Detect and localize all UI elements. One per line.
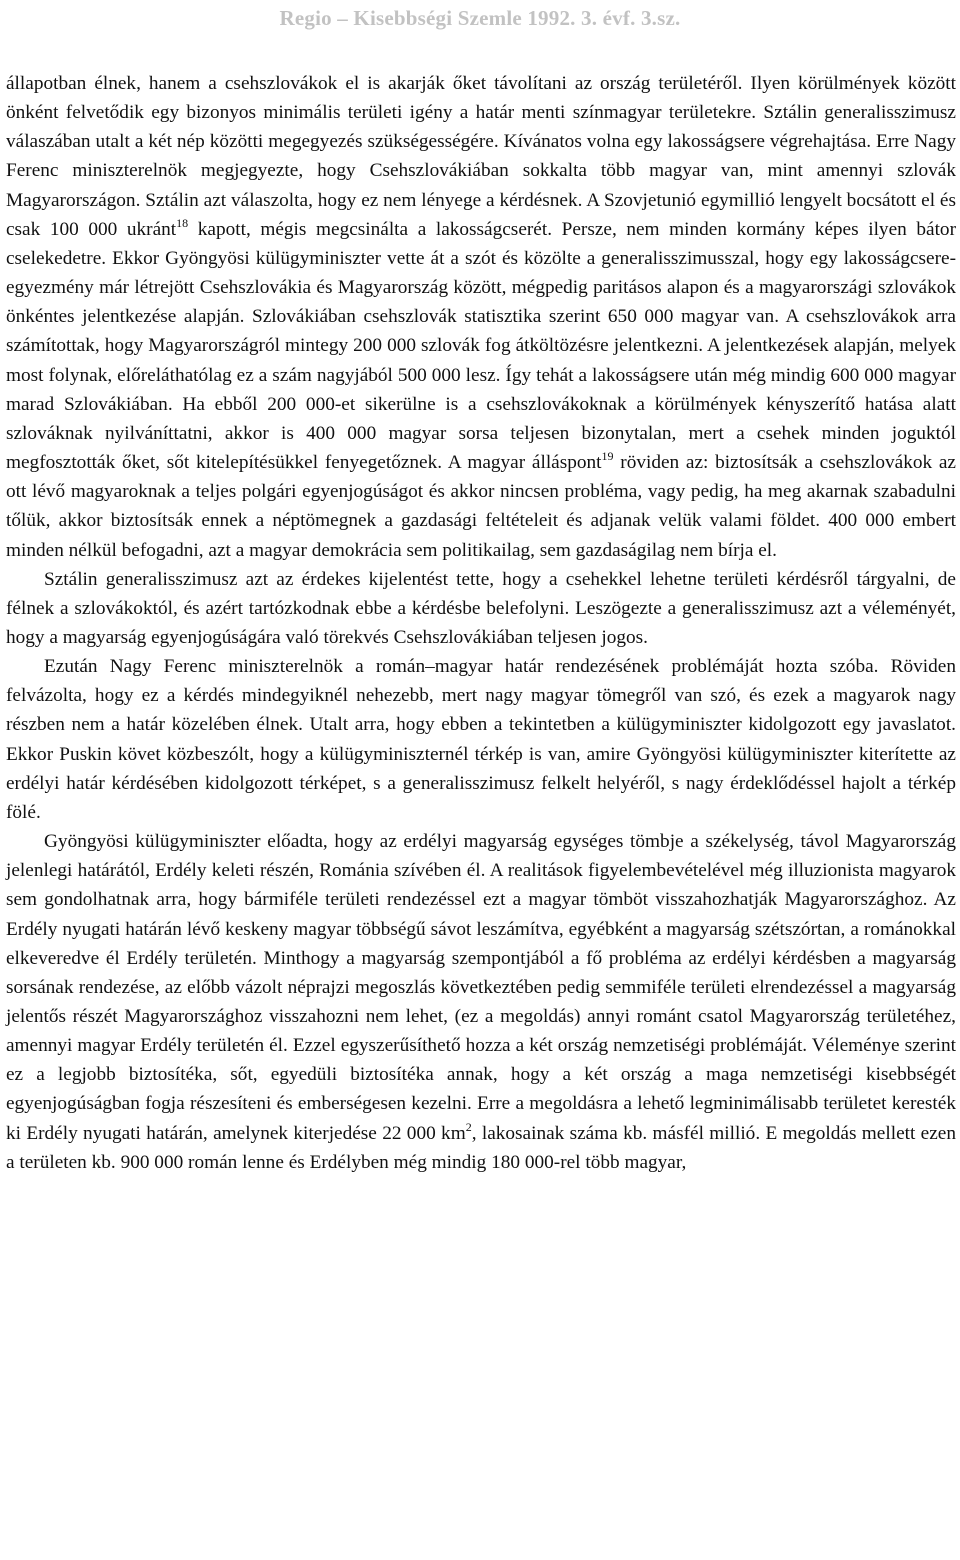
text-run: , lakosainak száma kb. másfél millió. E megoldás mellett ezen a területen kb. 900 000 román lenne és Erdélyben még mindig 180 000-rel több magyar, <box>6 1122 956 1173</box>
paragraph <box>6 827 956 1177</box>
paragraph <box>6 69 956 565</box>
body-text <box>6 69 956 1177</box>
text-run: Sztálin generalisszimusz azt az érdekes kijelentést tette, hogy a csehekkel lehetne területi kérdésről tárgyalni, de félnek a szlovákoktól, és azért tartózkodnak ebbe a kérdésbe belefolyni. Leszögezte a generalisszimusz azt a véleményét, hogy a magyarság egyenjogúságára való törekvés Csehszlovákiában teljesen jogos. <box>6 568 956 648</box>
paragraph <box>6 652 956 827</box>
text-run: Gyöngyösi külügyminiszter előadta, hogy az erdélyi magyarság egységes tömbje a székelység, távol Magyarország jelenlegi határától, Erdély keleti részén, Románia szívében él. A realitások figyelembevételével még illuzionista magyarok sem gondolhatnak arra, hogy bármiféle területi rendezéssel ezt a magyar tömböt visszahozhatják Magyarországhoz. Az Erdély nyugati határán lévő keskeny magyar többségű sávot leszámítva, egyébként a magyarság szétszórtan, a románokkal elkeveredve él Erdély területén. Minthogy a magyarság szempontjából a fő probléma az erdélyi kérdésben a magyarság sorsának rendezése, az előbb vázolt néprajzi megoszlás következtében pedig semmiféle területi elrendezéssel a magyarság jelentős részét Magyarországhoz visszahozni nem lehet, (ez a megoldás) annyi románt csatol Magyarország területéhez, amennyi magyar Erdély területén él. Ezzel egyszerűsíthető hozza a két ország nemzetiségi problémáját. Véleménye szerint ez a legjobb biztosítéka, sőt, egyedüli biztosítéka annak, hogy a két ország a maga nemzetiségi kisebbségét egyenjogúságban fogja részesíteni és emberségesen kezelni. Erre a megoldásra a lehető legminimálisabb területet keresték ki Erdély nyugati határán, amelynek kiterjedése 22 000 km <box>6 831 956 1144</box>
text-run: állapotban élnek, hanem a csehszlovákok el is akarják őket távolítani az ország területéről. Ilyen körülmények között önként felvetődik egy bizonyos minimális területi igény a határ menti színmagyar területekre. Sztálin generalisszimusz válaszában utalt a két nép közötti megegyezés szükségességére. Kívánatos volna egy lakosságsere végrehajtása. Erre Nagy Ferenc miniszterelnök megjegyezte, hogy Csehszlovákiában sokkalta több magyar van, mint amennyi szlovák Magyarországon. Sztálin azt válaszolta, hogy ez nem lényege a kérdésnek. A Szovjetunió egymillió lengyelt bocsátott el és csak 100 000 ukránt <box>6 73 956 240</box>
paragraph <box>6 565 956 652</box>
footnote-ref: 18 <box>176 215 189 230</box>
text-run: Ezután Nagy Ferenc miniszterelnök a román–magyar határ rendezésének problémáját hozta szóba. Röviden felvázolta, hogy ez a kérdés mindegyiknél nehezebb, mert nagy magyar tömegről van szó, és ezek a magyarok nagy részben nem a határ közelében élnek. Utalt arra, hogy ebben a tekintetben a külügyminiszter kidolgozott egy javaslatot. Ekkor Puskin követ közbeszólt, hogy a külügyminiszternél térkép is van, amire Gyöngyösi külügyminiszter kiterítette az erdélyi határ kérdésében kidolgozott térképet, s a generalisszimusz felkelt helyéről, s nagy érdeklődéssel hajolt a térkép fölé. <box>6 656 956 823</box>
footnote-ref: 2 <box>465 1119 472 1134</box>
running-header: Regio – Kisebbségi Szemle 1992. 3. évf. 3.sz. <box>279 6 681 30</box>
footnote-ref: 19 <box>601 449 614 464</box>
text-run: kapott, mégis megcsinálta a lakosságcserét. Persze, nem minden kormány képes ilyen bátor cselekedetre. Ekkor Gyöngyösi külügyminiszter vette át a szót és közölte a generalisszimusszal, hogy egy lakosságcsere-egyezmény már létrejött Csehszlovákia és Magyarország között, mégpedig paritásos alapon és a magyarországi szlovákok önkéntes jelentkezése alapján. Szlovákiában csehszlovák statisztika szerint 650 000 magyar van. A csehszlovákok arra számítottak, hogy Magyarországról mintegy 200 000 szlovák fog átköltözésre jelentkezni. A jelentkezések alapján, melyek most folynak, előreláthatólag ez a szám nagyjából 500 000 lesz. Így tehát a lakosságsere után még mindig 600 000 magyar marad Szlovákiában. Ha ebből 200 000-et sikerülne is a csehszlovákoknak a körülmények kényszerítő hatása alatt szlováknak nyilváníttatni, akkor is 400 000 magyar sorsa teljesen bizonytalan, mert a csehek minden joguktól megfosztották őket, sőt kitelepítésükkel fenyegetőznek. A magyar álláspont <box>6 218 956 474</box>
text-run: röviden az: biztosítsák a csehszlovákok az ott lévő magyaroknak a teljes polgári egyenjogúságot és akkor nincsen probléma, vagy pedig, ha meg akarnak szabadulni tőlük, akkor biztosítsák ennek a néptömegnek a gazdasági feltételeit és adjanak velük valami földet. 400 000 embert minden nélkül befogadni, azt a magyar demokrácia sem politikailag, sem gazdaságilag nem bírja el. <box>6 452 956 561</box>
